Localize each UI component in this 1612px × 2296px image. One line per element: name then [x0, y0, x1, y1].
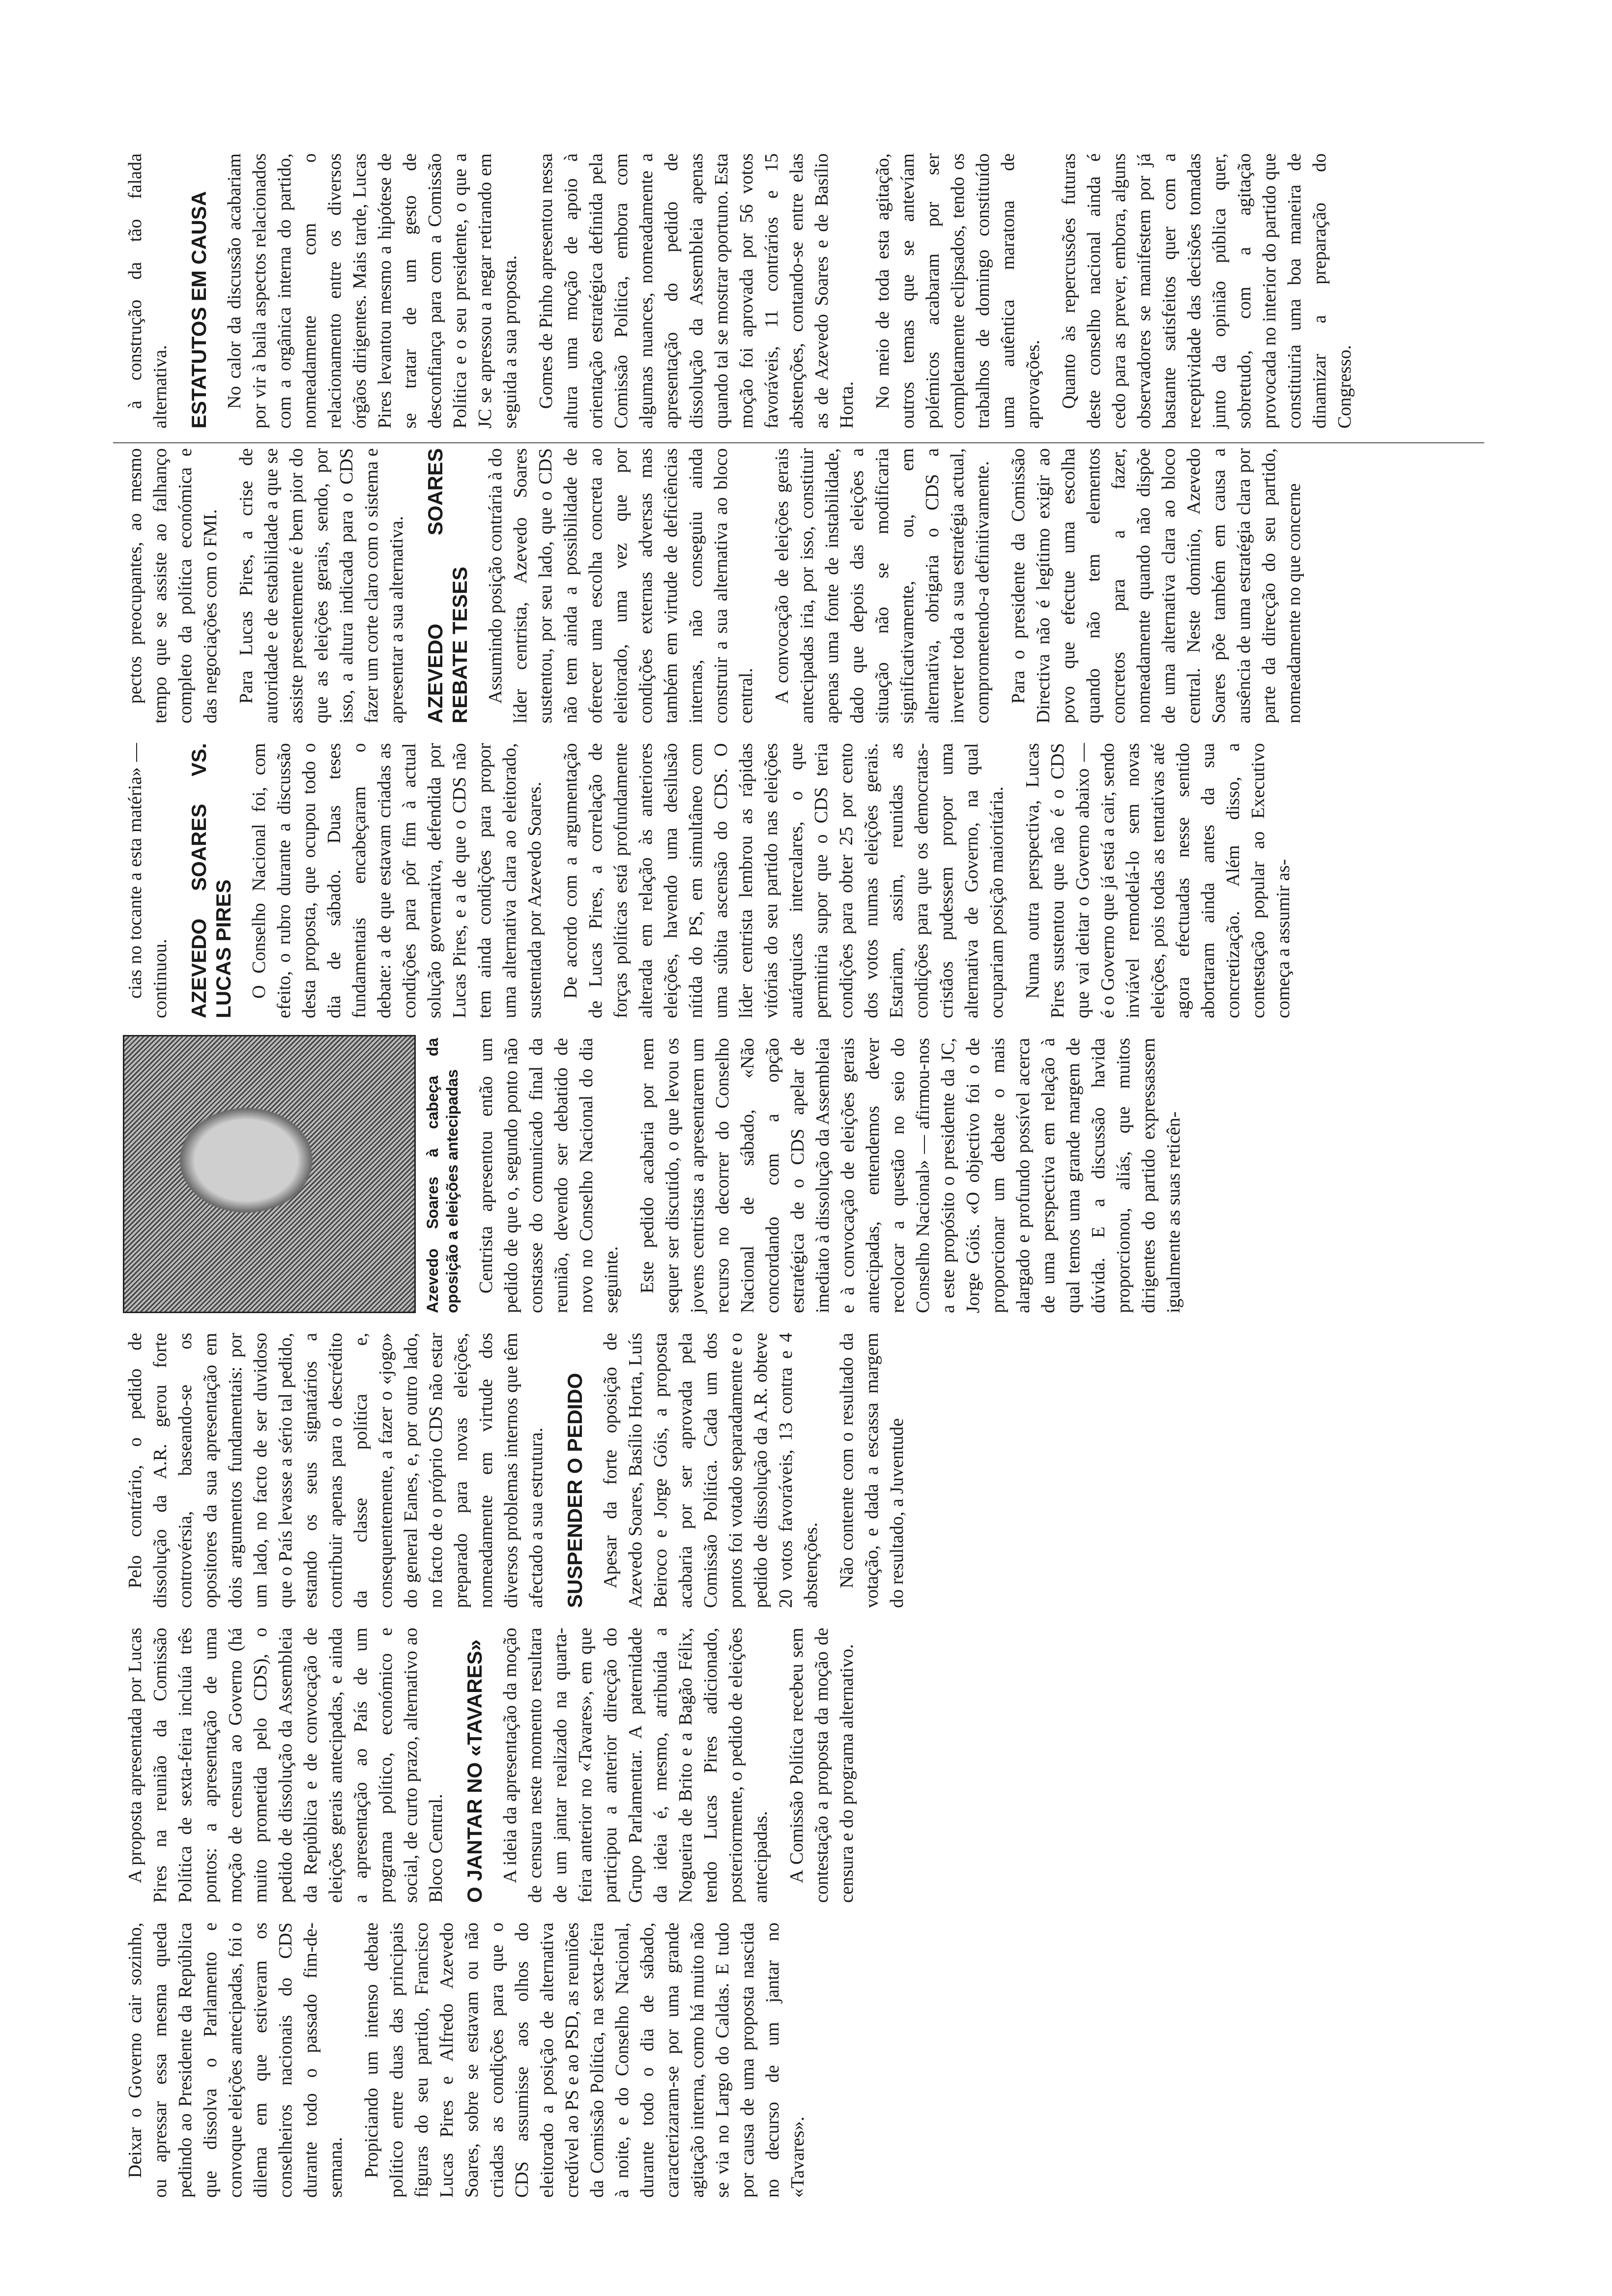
column-7 [123, 153, 1368, 429]
paragraph: à construção da tão falada alternativa. [125, 153, 171, 429]
paragraph: O Conselho Nacional foi, com efeito, o rubro durante a discussão desta proposta, que ocupou todo o dia de sábado. Duas teses fundamentais encabeçaram o debate: a de que estavam criadas as condições para pôr fim à actual solução governativa, defendida por Lucas Pires, e a de que o CDS não tem ainda condições para propor uma alternativa clara ao eleitorado, sustentada por Azevedo Soares. [249, 743, 545, 1018]
paragraph: De acordo com a argumentação de Lucas Pires, a correlação de forças políticas está profundamente alterada em relação às anteriores eleições, havendo uma desilusão nítida do PS, em simultâneo com uma súbita ascensão do CDS. O líder centrista lembrou as rápidas vitórias do seu partido nas eleições autárquicas intercalares, o que permitiria supor que o CDS teria condições para obter 25 por cento dos votos numas eleições gerais. Estariam, assim, reunidas as condições para que os democratas-cristãos pudessem propor uma alternativa de Governo, na qual ocupariam posição maioritária. [560, 743, 1007, 1018]
portrait-photo [123, 1035, 416, 1313]
photo-caption: Azevedo Soares à cabeça da oposição a eleições antecipadas [424, 1038, 461, 1313]
column-1 [123, 1923, 821, 2198]
rotated-newspaper-page [113, 93, 1484, 2198]
paragraph: Apesar da forte oposição de Azevedo Soares, Basílio Horta, Luís Beiroco e Jorge Góis, a proposta acabaria por ser aprovada pela Comissão Política. Cada um dos pontos foi votado separadamente e o pedido de dissolução da A.R. obteve 20 votos favoráveis, 13 contra e 4 abstenções. [600, 1333, 821, 1608]
section-heading: O JANTAR NO «TAVARES» [463, 1639, 486, 1903]
section-heading: AZEVEDO SOARES VS. LUCAS PIRES [187, 743, 235, 1018]
paragraph: A ideia da apresentação da moção de censura neste momento resultara de um jantar realizado na quarta-feira anterior no «Tavares», em que participou a anterior direcção do Grupo Parlamentar. A paternidade da ideia é, mesmo, atribuída a Nogueira de Brito e a Bagão Félix, tendo Lucas Pires adicionado, posteriormente, o pedido de eleições antecipadas. [500, 1628, 771, 1903]
paragraph: Centrista apresentou então um pedido de que o, segundo ponto não constasse do comunicado final da reunião, devendo ser debatido de novo no Conselho Nacional do dia seguinte. [476, 1038, 622, 1313]
paragraph: Assumindo posição contrária à do líder centrista, Azevedo Soares sustentou, por seu lado, que o CDS não tem ainda a possibilidade de oferecer uma escolha concreta ao eleitorado, uma vez que por condições externas adversas mas também em virtude de deficiências internas, não conseguiu ainda construir a sua alternativa ao bloco central. [485, 448, 756, 723]
section-heading: SUSPENDER O PEDIDO [563, 1373, 586, 1608]
paragraph: A convocação de eleições gerais antecipadas iria, por isso, constituir apenas uma fonte de instabilidade, dado que depois das eleições a situação não se modificaria significativamente, ou, em alternativa, obrigaria o CDS a inverter toda a sua estratégia actual, comprometendo-a definitivamente. [772, 448, 993, 723]
column-rule [113, 442, 1484, 443]
paragraph: cias no tocante a esta matéria» — continuou. [125, 743, 171, 1018]
paragraph: Este pedido acabaria por nem sequer ser discutido, o que levou os jovens centristas a apresentarem um recurso no decorrer do Conselho Nacional de sábado, «Não concordando com a opção estratégica de o CDS apelar de imediato à dissolução da Assembleia e à convocação de eleições gerais antecipadas, entendemos dever recolocar a questão no seio do Conselho Nacional» — afirmou-nos a este propósito o presidente da JC, Jorge Góis. «O objectivo foi o de proporcionar um debate o mais alargado e profundo possível acerca de uma perspectiva em relação à qual temos uma grande margem de dúvida. E a discussão havida proporcionou, aliás, que muitos dirigentes do partido expressassem igualmente as suas reticên- [637, 1038, 1184, 1313]
paragraph: Para Lucas Pires, a crise de autoridade e de estabilidade a que se assiste presentemente é bem pior do que as eleições gerais, sendo, por isso, a altura indicada para o CDS fazer um corte claro com o sistema e apresentar a sua alternativa. [236, 448, 407, 723]
paragraph: Pelo contrário, o pedido de dissolução da A.R. gerou forte controvérsia, baseando-se os opositores da sua apresentação em dois argumentos fundamentais: por um lado, no facto de ser duvidoso que o País levasse a sério tal pedido, estando os seus signatários a contribuir apenas para o descrédito da classe política e, consequentemente, a fazer o «jogo» do general Eanes, e, por outro lado, no facto de o próprio CDS não estar preparado para novas eleições, nomeadamente em virtude dos diversos problemas internos que têm afectado a sua estrutura. [125, 1333, 547, 1608]
column-6 [123, 448, 1318, 723]
paragraph: Gomes de Pinho apresentou nessa altura uma moção de apoio à orientação estratégica definida pela Comissão Política, embora com algumas nuances, nomeadamente a apresentação do pedido de dissolução da Assembleia apenas quando tal se mostrar oportuno. Esta moção foi aprovada por 56 votos favoráveis, 11 contrários e 15 abstenções, contando-se entre elas as de Azevedo Soares e de Basílio Horta. [536, 153, 857, 429]
paragraph: Para o presidente da Comissão Directiva não é legítimo exigir ao povo que efectue uma escolha quando não tem elementos concretos para a fazer, nomeadamente quando não dispõe de uma alternativa clara ao bloco central. Neste domínio, Azevedo Soares põe também em causa a ausência de uma estratégia clara por parte da direcção do seu partido, nomeadamente no que concerne [1008, 448, 1304, 723]
paragraph: A proposta apresentada por Lucas Pires na reunião da Comissão Política de sexta-feira incluía três pontos: a apresentação de uma moção de censura ao Governo (há muito prometida pelo CDS), o pedido de dissolução da Assembleia da República e de convocação de eleições gerais antecipadas, e ainda a apresentação ao País de um programa político, económico e social, de curto prazo, alternativo ao Bloco Central. [125, 1628, 446, 1903]
section-heading: AZEVEDO SOARES REBATE TESES [424, 448, 471, 723]
paragraph: No calor da discussão acabariam por vir à baila aspectos relacionados com a orgânica interna do partido, nomeadamente com o relacionamento entre os diversos órgãos dirigentes. Mais tarde, Lucas Pires levantou mesmo a hipótese de se tratar de um gesto de desconfiança para com a Comissão Política e o seu presidente, o que a JC se apressou a negar retirando em seguida a sua proposta. [224, 153, 520, 429]
column-3 [123, 1333, 921, 1608]
column-2 [123, 1628, 870, 1903]
paragraph: pectos preocupantes, ao mesmo tempo que se assiste ao falhanço completo da política económica e das negociações com o FMI. [125, 448, 221, 723]
paragraph: A Comissão Política recebeu sem contestação a proposta da moção de censura e do programa alternativo. [786, 1628, 857, 1903]
column-5 [123, 743, 1307, 1018]
section-heading: ESTATUTOS EM CAUSA [187, 191, 210, 429]
column-4 [123, 1038, 1197, 1313]
paragraph: No meio de toda esta agitação, outros temas que se antevíam polémicos acabaram por ser completamente eclipsados, tendo os trabalhos de domingo constituído uma autêntica maratona de aprovações. [872, 153, 1043, 429]
paragraph: Numa outra perspectiva, Lucas Pires sustentou que não é o CDS que vai deitar o Governo abaixo — é o Governo que já está a cair, sendo inviável remodelá-lo sem novas eleições, pois todas as tentativas até agora efectuadas nesse sentido abortaram ainda antes da sua concretização. Além disso, a contestação popular ao Executivo começa a assumir as- [1022, 743, 1294, 1018]
paragraph: Não contente com o resultado da votação, e dada a escassa margem do resultado, a Juventude [836, 1333, 907, 1608]
paragraph: Propiciando um intenso debate político entre duas das principais figuras do seu partido, Francisco Lucas Pires e Alfredo Azevedo Soares, sobre se estavam ou não criadas as condições para que o CDS assumisse aos olhos do eleitorado a posição de alternativa credível ao PS e ao PSD, as reuniões da Comissão Política, na sexta-feira à noite, e do Conselho Nacional, durante todo o dia de sábado, caracterizaram-se por uma grande agitação interna, como há muito não se via no Largo do Caldas. E tudo por causa de uma proposta nascida no decurso de um jantar no «Tavares». [361, 1923, 808, 2198]
paragraph: Quanto às repercussões futuras deste conselho nacional ainda é cedo para as prever, embora, alguns observadores se manifestem por já bastante satisfeitos quer com a receptividade das decisões tomadas junto da opinião pública quer, sobretudo, com a agitação provocada no interior do partido que constituiria uma boa maneira de dinamizar a preparação do Congresso. [1059, 153, 1355, 429]
paragraph: Deixar o Governo cair sozinho, ou apressar essa mesma queda pedindo ao Presidente da República que dissolva o Parlamento e convoque eleições antecipadas, foi o dilema em que estiveram os conselheiros nacionais do CDS durante todo o passado fim-de-semana. [125, 1923, 346, 2198]
